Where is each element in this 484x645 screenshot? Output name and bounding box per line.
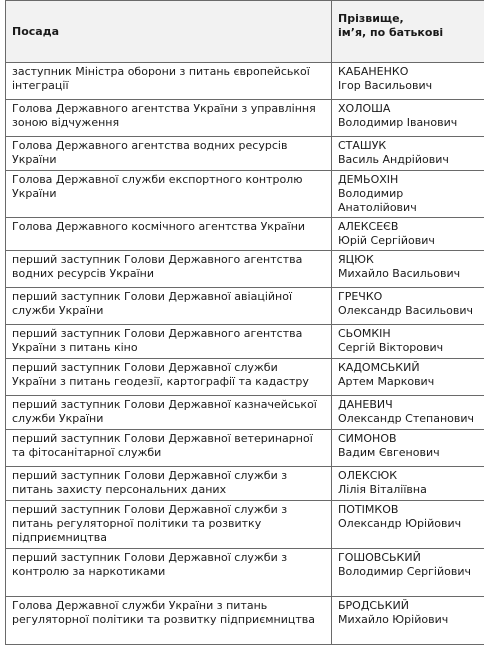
table-row [6,251,484,288]
position-cell: перший заступник Голови Державної служби з питань захисту персональних даних [6,467,332,501]
table-body [6,63,484,645]
given-names: Олександр Васильович [338,304,481,318]
table-row [6,288,484,325]
position-cell: Голова Державної служби України з питань регуляторної політики та розвитку підприємництва [6,597,332,645]
position-cell: перший заступник Голови Державної авіаційної служби України [6,288,332,325]
header-full-name [332,1,484,63]
table-row [6,137,484,171]
given-names: Лілія Віталіївна [338,483,481,497]
table-row [6,467,484,501]
given-names: Михайло Васильович [338,267,481,281]
table-row [6,430,484,467]
full-name-cell [332,218,484,251]
table-row [6,325,484,359]
surname: КАДОМСЬКИЙ [338,361,481,375]
given-names: Сергій Вікторович [338,341,481,355]
position-cell: перший заступник Голови Державної служби України з питань геодезії, картографії та кадастру [6,359,332,396]
header-name-line1: Прізвище, [338,12,481,26]
table-row [6,597,484,645]
full-name-cell [332,288,484,325]
given-names: Володимир Сергійович [338,565,481,579]
given-names: Михайло Юрійович [338,613,481,627]
surname: ЯЦЮК [338,253,481,267]
position-cell: перший заступник Голови Державної ветеринарної та фітосанітарної служби [6,430,332,467]
position-cell: Голова Державної служби експортного контролю України [6,171,332,218]
full-name-cell [332,171,484,218]
table-row [6,171,484,218]
position-cell: перший заступник Голови Державної служби з контролю за наркотиками [6,549,332,597]
surname: ГРЕЧКО [338,290,481,304]
surname: ПОТІМКОВ [338,503,481,517]
given-names: Ігор Васильович [338,79,481,93]
table-row [6,359,484,396]
given-names: Василь Андрійович [338,153,481,167]
full-name-cell [332,430,484,467]
surname: СИМОНОВ [338,432,481,446]
full-name-cell [332,359,484,396]
position-cell: заступник Міністра оборони з питань європейської інтеграції [6,63,332,100]
table-row [6,63,484,100]
position-cell: перший заступник Голови Державної казначейської служби України [6,396,332,430]
full-name-cell [332,396,484,430]
header-position-label: Посада [12,25,59,38]
surname: ХОЛОША [338,102,481,116]
full-name-cell [332,597,484,645]
table-row [6,549,484,597]
surname: СТАШУК [338,139,481,153]
header-row [6,1,484,63]
position-cell: Голова Державного агентства водних ресурсів України [6,137,332,171]
surname: СЬОМКІН [338,327,481,341]
surname: КАБАНЕНКО [338,65,481,79]
full-name-cell [332,100,484,137]
given-names: Володимир Анатолійович [338,187,481,215]
full-name-cell [332,325,484,359]
given-names: Олександр Юрійович [338,517,481,531]
given-names: Олександр Степанович [338,412,481,426]
table-row [6,501,484,549]
surname: АЛЕКСЕЄВ [338,220,481,234]
given-names: Юрій Сергійович [338,234,481,248]
full-name-cell [332,549,484,597]
full-name-cell [332,251,484,288]
given-names: Вадим Євгенович [338,446,481,460]
position-cell: перший заступник Голови Державної служби з питань регуляторної політики та розвитку підприємництва [6,501,332,549]
position-cell: перший заступник Голови Державного агентства водних ресурсів України [6,251,332,288]
position-cell: перший заступник Голови Державного агентства України з питань кіно [6,325,332,359]
table-row [6,218,484,251]
position-cell: Голова Державного космічного агентства України [6,218,332,251]
surname: ДАНЕВИЧ [338,398,481,412]
table-row [6,100,484,137]
given-names: Артем Маркович [338,375,481,389]
position-cell: Голова Державного агентства України з управління зоною відчуження [6,100,332,137]
full-name-cell [332,467,484,501]
surname: БРОДСЬКИЙ [338,599,481,613]
header-position [6,1,332,63]
surname: ДЕМЬОХІН [338,173,481,187]
header-name-line2: ім’я, по батькові [338,26,481,40]
surname: ГОШОВСЬКИЙ [338,551,481,565]
full-name-cell [332,501,484,549]
surname: ОЛЕКСЮК [338,469,481,483]
table-row [6,396,484,430]
appointments-table [5,0,484,645]
given-names: Володимир Іванович [338,116,481,130]
full-name-cell [332,63,484,100]
full-name-cell [332,137,484,171]
